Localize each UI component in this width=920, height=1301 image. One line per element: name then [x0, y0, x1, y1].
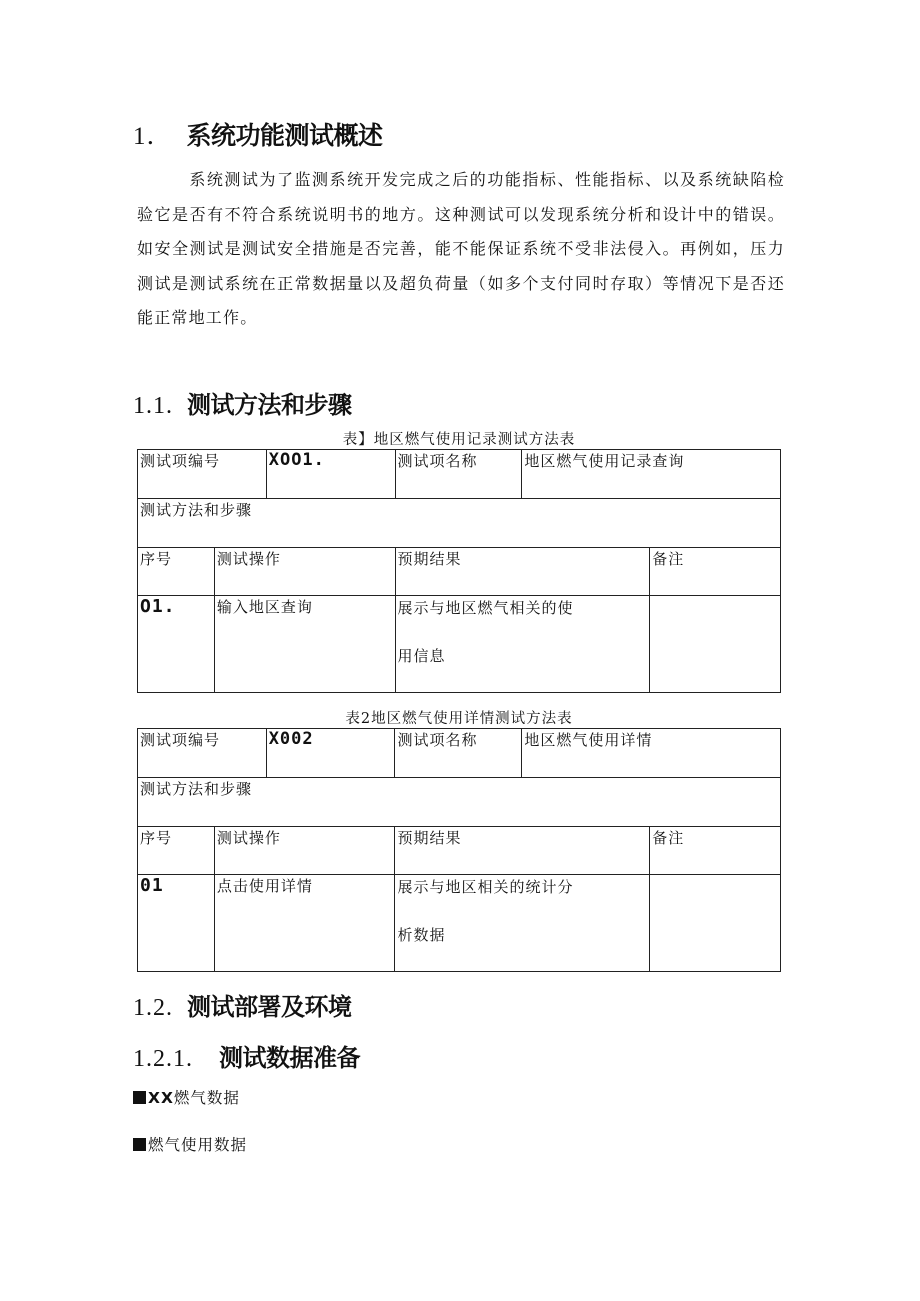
name-value: 地区燃气使用详情	[522, 729, 781, 778]
section-title: 测试部署及环境	[187, 993, 352, 1021]
section-label: 测试方法和步骤	[138, 778, 781, 827]
section-number: 1.2.1.	[133, 1046, 193, 1072]
row-expect	[395, 875, 650, 972]
row-expect-text: 展示与地区燃气相关的使用信息	[397, 599, 574, 665]
table-row	[138, 596, 781, 693]
row-seq: O1.	[138, 596, 215, 693]
square-bullet-icon	[133, 1138, 146, 1151]
bullet-text: 燃气使用数据	[148, 1136, 248, 1154]
table-row	[138, 778, 781, 827]
overview-text: 系统测试为了监测系统开发完成之后的功能指标、性能指标、以及系统缺陷检验它是否有不符合系统说明书的地方。这种测试可以发现系统分析和设计中的错误。如安全测试是测试安全措施是否完善，能不能保证系统不受非法侵入。再例如，压力测试是测试系统在正常数据量以及超负荷量（如多个支付同时存取）等情况下是否还能正常地工作。	[137, 170, 785, 327]
row-op: 输入地区查询	[214, 596, 395, 693]
bullet-prefix: XX	[148, 1089, 174, 1107]
list-item	[133, 1133, 247, 1155]
col-seq: 序号	[138, 827, 215, 875]
row-seq: 01	[138, 875, 215, 972]
bullet-text: 燃气数据	[173, 1089, 240, 1107]
test-table-1	[137, 449, 781, 693]
table2-caption: 表2地区燃气使用详情测试方法表	[345, 711, 573, 727]
section-title: 系统功能测试概述	[186, 121, 383, 150]
name-label: 测试项名称	[395, 450, 522, 499]
section-heading-1	[133, 116, 383, 152]
section-heading-1-1	[133, 385, 352, 420]
table-row	[138, 875, 781, 972]
section-heading-1-2	[133, 987, 352, 1022]
section-number: 1.2.	[133, 995, 173, 1021]
col-op: 测试操作	[214, 548, 395, 596]
col-op: 测试操作	[214, 827, 395, 875]
col-note: 备注	[650, 548, 781, 596]
id-label: 测试项编号	[138, 450, 267, 499]
name-label: 测试项名称	[395, 729, 522, 778]
col-expect: 预期结果	[395, 827, 650, 875]
square-bullet-icon	[133, 1091, 146, 1104]
table-row	[138, 450, 781, 499]
name-value: 地区燃气使用记录查询	[522, 450, 781, 499]
section-heading-1-2-1	[133, 1038, 360, 1073]
id-label: 测试项编号	[138, 729, 267, 778]
col-note: 备注	[650, 827, 781, 875]
id-value: X002	[266, 729, 395, 778]
section-title: 测试数据准备	[219, 1044, 360, 1072]
test-table-2	[137, 728, 781, 972]
row-expect-text: 展示与地区相关的统计分析数据	[397, 878, 574, 944]
row-note	[650, 596, 781, 693]
id-value: XOO1.	[266, 450, 395, 499]
section-label: 测试方法和步骤	[138, 499, 781, 548]
section-number: 1．	[133, 123, 173, 150]
table-row	[138, 499, 781, 548]
table-row	[138, 729, 781, 778]
row-expect	[395, 596, 650, 693]
col-expect: 预期结果	[395, 548, 650, 596]
row-op: 点击使用详情	[214, 875, 395, 972]
table1-caption: 表】地区燃气使用记录测试方法表	[342, 432, 576, 448]
list-item	[133, 1086, 240, 1108]
section-number: 1.1.	[133, 393, 173, 419]
overview-paragraph	[137, 163, 785, 336]
col-seq: 序号	[138, 548, 215, 596]
row-note	[650, 875, 781, 972]
section-title: 测试方法和步骤	[187, 391, 352, 419]
